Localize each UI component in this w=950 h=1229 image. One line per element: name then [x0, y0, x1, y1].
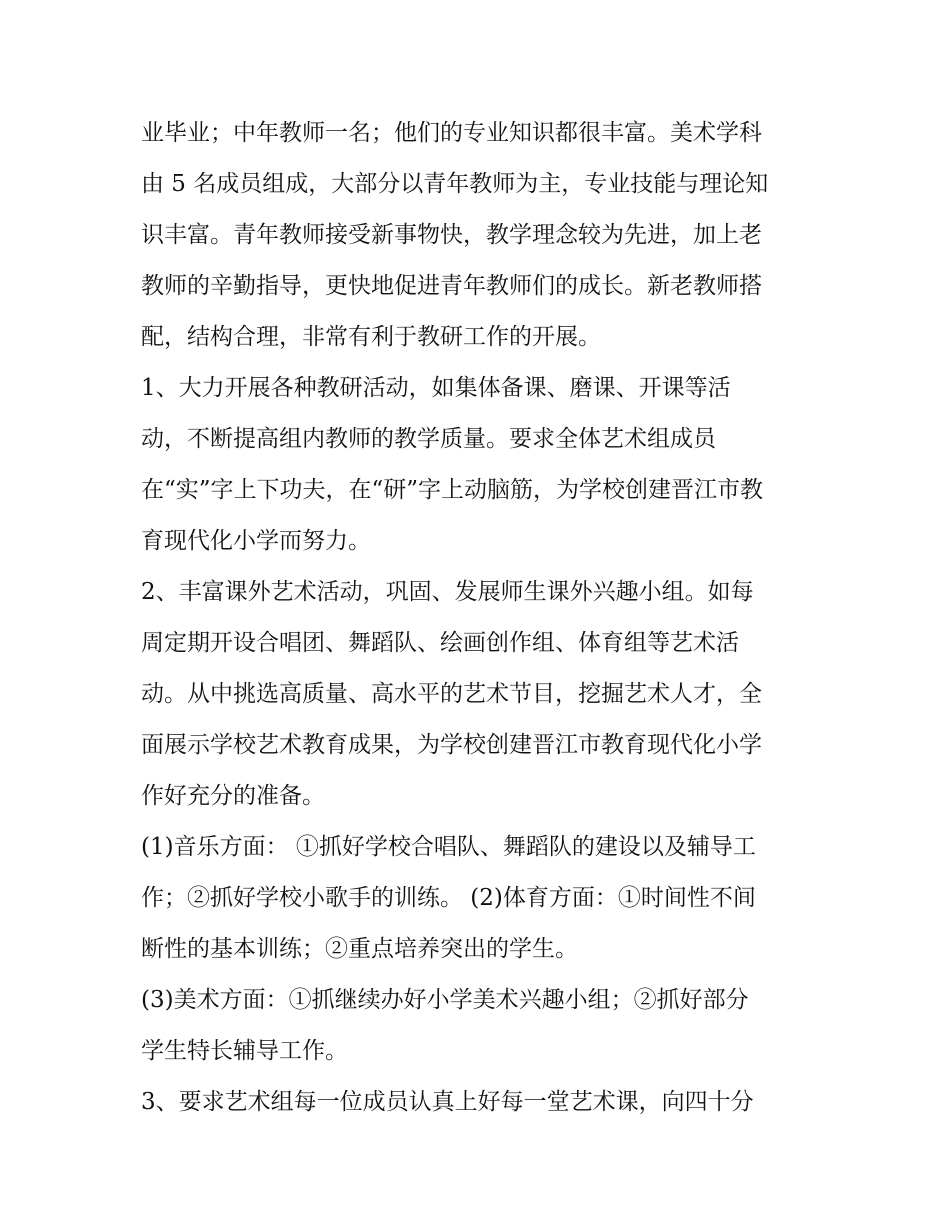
text-line: 动。从中挑选高质量、高水平的艺术节目，挖掘艺术人才，全 [141, 681, 762, 707]
text-line: 面展示学校艺术教育成果，为学校创建晋江市教育现代化小学 [141, 732, 762, 758]
text-line: 教师的辛勤指导，更快地促进青年教师们的成长。新老教师搭 [141, 273, 762, 299]
text-line: 作；②抓好学校小歌手的训练。 (2)体育方面：①时间性不间 [141, 885, 756, 911]
document-body [141, 108, 821, 1128]
text-line: 识丰富。青年教师接受新事物快，教学理念较为先进，加上老 [141, 222, 762, 248]
text-line: 动，不断提高组内教师的教学质量。要求全体艺术组成员 [141, 426, 716, 452]
text-line: 学生特长辅导工作。 [141, 1038, 348, 1064]
text-line: 作好充分的准备。 [141, 783, 325, 809]
text-line: 1、大力开展各种教研活动，如集体备课、磨课、开课等活 [141, 375, 731, 401]
text-line: 在“实”字上下功夫，在“研”字上动脑筋，为学校创建晋江市教 [141, 477, 764, 503]
text-line: 周定期开设合唱团、舞蹈队、绘画创作组、体育组等艺术活 [141, 630, 739, 656]
text-line: 育现代化小学而努力。 [141, 528, 371, 554]
text-line: 业毕业；中年教师一名；他们的专业知识都很丰富。美术学科 [141, 120, 762, 146]
text-line: 3、要求艺术组每一位成员认真上好每一堂艺术课，向四十分 [141, 1089, 754, 1115]
text-line: 断性的基本训练；②重点培养突出的学生。 [141, 936, 578, 962]
text-line: 2、丰富课外艺术活动，巩固、发展师生课外兴趣小组。如每 [141, 579, 754, 605]
text-line: 由 5 名成员组成，大部分以青年教师为主，专业技能与理论知 [141, 171, 769, 197]
text-line: 配，结构合理，非常有利于教研工作的开展。 [141, 324, 601, 350]
text-line: (3)美术方面：①抓继续办好小学美术兴趣小组；②抓好部分 [141, 987, 749, 1013]
text-line: (1)音乐方面： ①抓好学校合唱队、舞蹈队的建设以及辅导工 [141, 834, 756, 860]
